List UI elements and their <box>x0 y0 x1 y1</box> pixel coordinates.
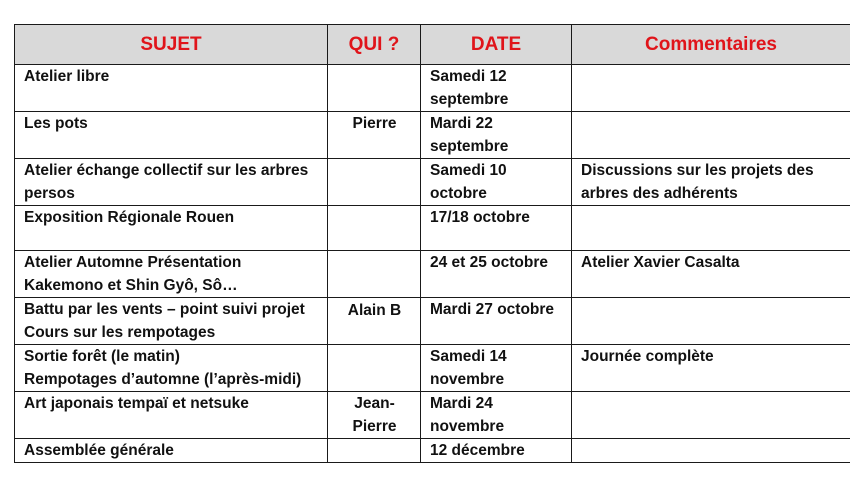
cell-commentaires <box>572 206 850 251</box>
cell-commentaires <box>572 159 850 206</box>
cell-commentaires <box>572 65 850 112</box>
table-row <box>15 159 850 206</box>
cell-qui <box>328 345 421 392</box>
cell-line: Assemblée générale <box>24 442 174 459</box>
cell-line: Mardi 22 <box>430 115 493 132</box>
cell-line: Battu par les vents – point suivi projet <box>24 301 305 318</box>
table-row <box>15 439 850 463</box>
cell-sujet <box>15 112 328 159</box>
cell-line: 17/18 octobre <box>430 209 530 226</box>
header-date: DATE <box>421 25 572 65</box>
cell-sujet <box>15 439 328 463</box>
cell-line: Alain B <box>347 302 402 319</box>
cell-commentaires <box>572 112 850 159</box>
header-qui: QUI ? <box>328 25 421 65</box>
cell-line: arbres des adhérents <box>581 185 738 202</box>
cell-line: Exposition Régionale Rouen <box>24 209 235 226</box>
cell-date <box>421 251 572 298</box>
cell-line: Samedi 14 <box>430 348 507 365</box>
cell-line <box>328 439 420 440</box>
cell-commentaires <box>572 392 850 439</box>
table-row <box>15 251 850 298</box>
cell-line <box>572 298 850 299</box>
header-sujet: SUJET <box>15 25 328 65</box>
cell-date <box>421 112 572 159</box>
cell-line: Atelier Automne Présentation <box>24 254 242 271</box>
cell-date <box>421 206 572 251</box>
table-row <box>15 112 850 159</box>
cell-commentaires <box>572 251 850 298</box>
table-row <box>15 345 850 392</box>
cell-line: novembre <box>430 418 505 435</box>
table-row <box>15 65 850 112</box>
cell-qui <box>328 65 421 112</box>
cell-commentaires <box>572 439 850 463</box>
header-commentaires: Commentaires <box>572 25 850 65</box>
table-row <box>15 392 850 439</box>
cell-line: Jean- <box>354 395 395 412</box>
cell-qui <box>328 251 421 298</box>
cell-commentaires <box>572 345 850 392</box>
cell-line: 24 et 25 octobre <box>430 254 549 271</box>
cell-line <box>572 439 850 440</box>
cell-date <box>421 345 572 392</box>
cell-date <box>421 159 572 206</box>
cell-line: octobre <box>430 185 487 202</box>
cell-sujet <box>15 65 328 112</box>
cell-sujet <box>15 298 328 345</box>
cell-line <box>572 112 850 113</box>
cell-line: Atelier échange collectif sur les arbres <box>24 162 309 179</box>
cell-line <box>328 251 420 252</box>
cell-line: Sortie forêt (le matin) <box>24 348 180 365</box>
cell-line: Les pots <box>24 115 88 132</box>
header-row <box>15 25 850 65</box>
schedule-table <box>14 24 850 463</box>
cell-line <box>328 345 420 346</box>
cell-line <box>328 206 420 207</box>
cell-qui <box>328 392 421 439</box>
cell-qui <box>328 439 421 463</box>
cell-line: Cours sur les rempotages <box>24 324 216 341</box>
cell-date <box>421 392 572 439</box>
cell-sujet <box>15 159 328 206</box>
cell-sujet <box>15 206 328 251</box>
cell-line: Samedi 10 <box>430 162 507 179</box>
cell-line <box>572 206 850 207</box>
cell-commentaires <box>572 298 850 345</box>
cell-line: Atelier Xavier Casalta <box>581 254 740 271</box>
cell-line <box>328 159 420 160</box>
cell-line: Rempotages d’automne (l’après-midi) <box>24 371 302 388</box>
cell-line: septembre <box>430 138 509 155</box>
cell-line <box>572 65 850 66</box>
cell-line: septembre <box>430 91 509 108</box>
cell-line: Discussions sur les projets des <box>581 162 814 179</box>
cell-date <box>421 439 572 463</box>
cell-line: 12 décembre <box>430 442 525 459</box>
cell-sujet <box>15 392 328 439</box>
cell-line: novembre <box>430 371 505 388</box>
cell-date <box>421 65 572 112</box>
cell-qui <box>328 159 421 206</box>
cell-line: Atelier libre <box>24 68 110 85</box>
cell-line <box>572 392 850 393</box>
cell-qui <box>328 206 421 251</box>
cell-qui <box>328 298 421 345</box>
cell-sujet <box>15 345 328 392</box>
cell-line: Pierre <box>352 115 397 132</box>
cell-line: Pierre <box>352 418 397 435</box>
cell-qui <box>328 112 421 159</box>
cell-line: persos <box>24 185 75 202</box>
cell-line: Kakemono et Shin Gyô, Sô… <box>24 277 238 294</box>
cell-line: Art japonais tempaï et netsuke <box>24 395 249 412</box>
cell-line: Journée complète <box>581 348 714 365</box>
table-row <box>15 206 850 251</box>
cell-line: Samedi 12 <box>430 68 507 85</box>
table-row <box>15 298 850 345</box>
cell-sujet <box>15 251 328 298</box>
cell-line <box>328 65 420 66</box>
cell-date <box>421 298 572 345</box>
cell-line: Mardi 27 octobre <box>430 301 555 318</box>
cell-line: Mardi 24 <box>430 395 493 412</box>
